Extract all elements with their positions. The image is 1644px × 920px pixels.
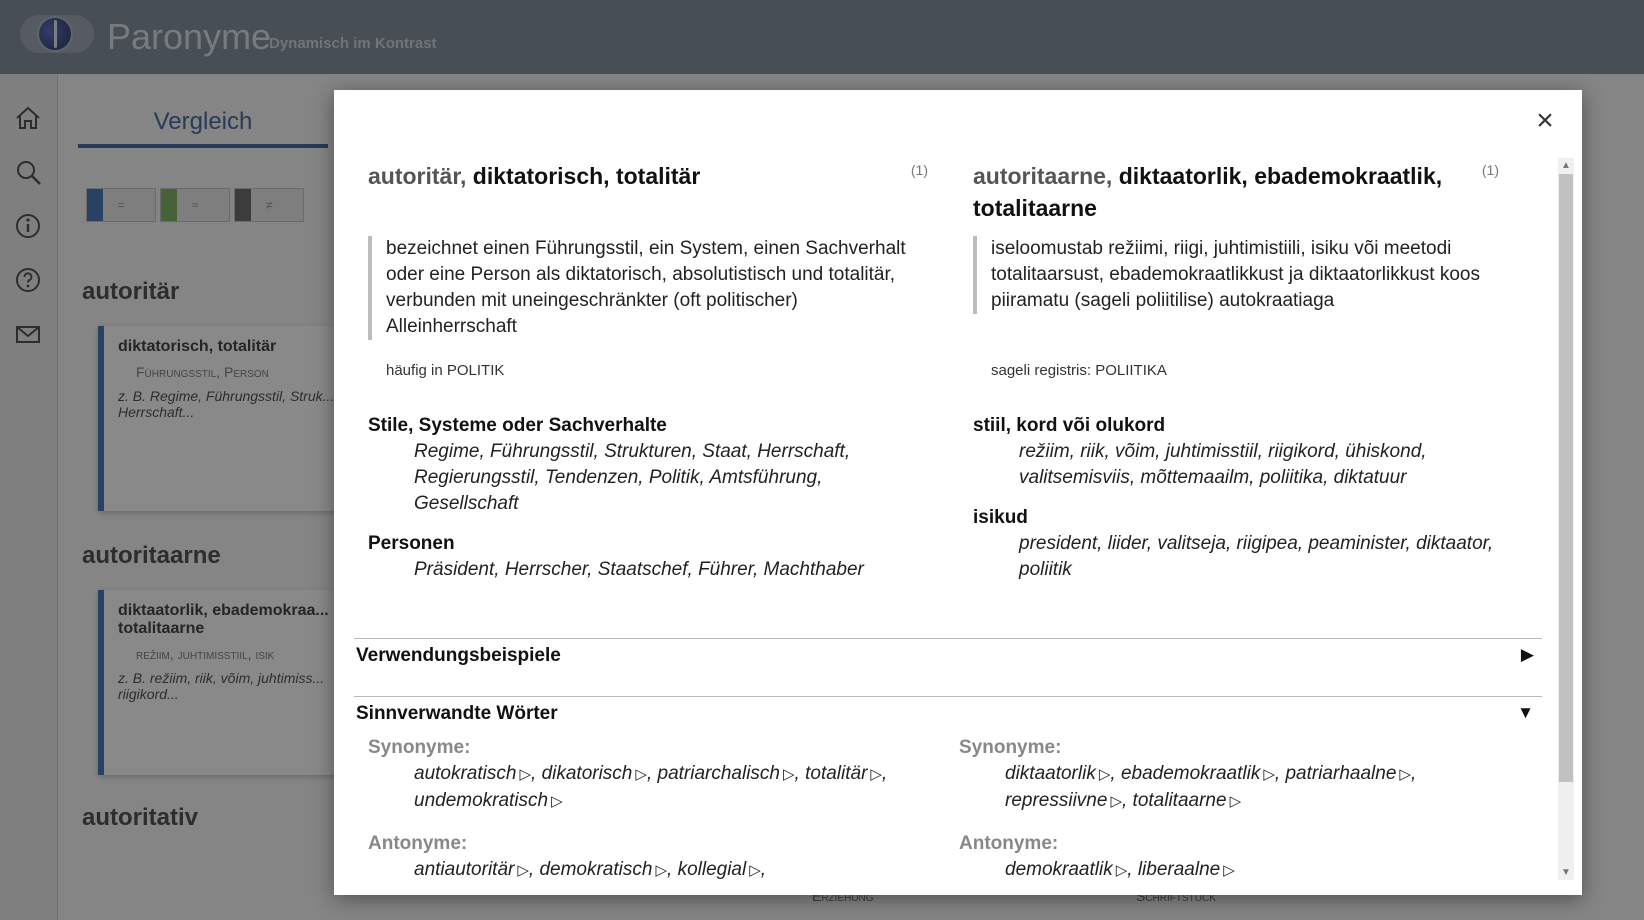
collocation-group-title: Personen xyxy=(368,533,455,554)
related-word-link[interactable]: kollegial xyxy=(677,859,747,880)
link-arrow-icon[interactable]: ▷ xyxy=(551,793,563,810)
expand-icon[interactable]: ▶ xyxy=(1520,645,1534,664)
scroll-down-icon[interactable]: ▼ xyxy=(1561,867,1571,878)
related-word-link[interactable]: antiautoritär xyxy=(414,859,515,880)
synonyms-label: Synonyme: xyxy=(368,737,471,758)
related-word-link[interactable]: patriarhaalne xyxy=(1285,763,1397,784)
related-right xyxy=(959,735,1499,884)
antonym-list: antiautoritär ▷, demokratisch ▷, kollegial ▷, xyxy=(414,859,767,880)
link-arrow-icon[interactable]: ▷ xyxy=(1263,766,1275,783)
synonym-list: autokratisch ▷, dikatorisch ▷, patriarchalisch ▷, totalitär ▷, undemokratisch ▷ xyxy=(414,763,888,811)
entry-column-right xyxy=(973,160,1513,583)
scrollbar-thumb[interactable] xyxy=(1559,174,1573,782)
link-arrow-icon[interactable]: ▷ xyxy=(783,766,795,783)
definition: bezeichnet einen Führungsstil, ein System, einen Sachverhalt oder eine Person als diktatorisch, absolutistisch und totalitär, verbunden mit uneingeschränkter (oft politischer) Alleinherrschaft xyxy=(368,236,928,340)
link-arrow-icon[interactable]: ▷ xyxy=(635,766,647,783)
register-note: sageli registris: POLIITIKA xyxy=(991,362,1167,379)
collocation-group-title: isikud xyxy=(973,507,1028,528)
related-word-link[interactable]: dikatorisch xyxy=(541,763,633,784)
register-note: häufig in POLITIK xyxy=(386,362,505,379)
related-word-link[interactable]: autokratisch xyxy=(414,763,517,784)
collocation-items: president, liider, valitseja, riigipea, peaminister, diktaator, poliitik xyxy=(1019,533,1494,580)
collocation-group-title: Stile, Systeme oder Sachverhalte xyxy=(368,415,667,436)
collocation-items: Regime, Führungsstil, Strukturen, Staat, Herrschaft, Regierungsstil, Tendenzen, Politik, Amtsführung, Gesellschaft xyxy=(414,441,851,514)
related-word-link[interactable]: totalitaarne xyxy=(1132,790,1227,811)
related-word-link[interactable]: patriarchalisch xyxy=(657,763,780,784)
entry-heading: autoritaarne, diktaatorlik, ebademokraatlik, totalitaarne xyxy=(973,163,1443,221)
link-arrow-icon[interactable]: ▷ xyxy=(1223,862,1235,879)
entry-column-left xyxy=(368,160,928,583)
synonyms-label: Synonyme: xyxy=(959,737,1062,758)
related-word-link[interactable]: undemokratisch xyxy=(414,790,549,811)
sense-number: (1) xyxy=(910,162,928,178)
section-related-words[interactable] xyxy=(354,696,1542,895)
link-arrow-icon[interactable]: ▷ xyxy=(1229,793,1242,810)
link-arrow-icon[interactable]: ▷ xyxy=(870,766,882,783)
related-word-link[interactable]: demokratisch xyxy=(539,859,653,880)
related-word-link[interactable]: demokraatlik xyxy=(1005,859,1113,880)
link-arrow-icon[interactable]: ▷ xyxy=(517,862,529,879)
synonym-list: diktaatorlik ▷, ebademokraatlik ▷, patriarhaalne ▷, repressiivne ▷, totalitaarne ▷ xyxy=(1005,763,1417,811)
antonyms-label: Antonyme: xyxy=(959,833,1059,854)
link-arrow-icon[interactable]: ▷ xyxy=(1110,793,1122,810)
definition: iseloomustab režiimi, riigi, juhtimistiili, isiku või meetodi totalitaarsust, ebademokraatlikkust ja diktaatorlikkust koos piiramatu (sageli poliitilise) autokraatiaga xyxy=(973,236,1513,314)
collocation-group-title: stiil, kord või olukord xyxy=(973,415,1166,436)
link-arrow-icon[interactable]: ▷ xyxy=(655,862,667,879)
related-word-link[interactable]: ebademokraatlik xyxy=(1120,763,1261,784)
section-usage-examples[interactable] xyxy=(354,638,1542,694)
antonyms-label: Antonyme: xyxy=(368,833,468,854)
entry-heading: autoritär, diktatorisch, totalitär xyxy=(368,163,701,189)
collocation-items: režiim, riik, võim, juhtimisstiil, riigikord, ühiskond, valitsemisviis, mõttemaailm, poliitika, diktatuur xyxy=(1019,441,1427,488)
link-arrow-icon[interactable]: ▷ xyxy=(519,766,531,783)
link-arrow-icon[interactable]: ▷ xyxy=(1115,862,1128,879)
collocation-items: Präsident, Herrscher, Staatschef, Führer, Machthaber xyxy=(414,559,864,580)
collapse-icon[interactable]: ▼ xyxy=(1517,703,1534,722)
related-word-link[interactable]: totalitär xyxy=(805,763,868,784)
scroll-up-icon[interactable]: ▲ xyxy=(1561,160,1571,171)
section-title: Sinnverwandte Wörter xyxy=(356,703,558,724)
related-word-link[interactable]: diktaatorlik xyxy=(1005,763,1096,784)
related-left xyxy=(368,735,928,884)
comparison-dialog xyxy=(334,90,1582,895)
link-arrow-icon[interactable]: ▷ xyxy=(1098,766,1111,783)
related-word-link[interactable]: liberaalne xyxy=(1137,859,1221,880)
section-title: Verwendungsbeispiele xyxy=(356,645,561,666)
link-arrow-icon[interactable]: ▷ xyxy=(1399,766,1411,783)
scrollbar[interactable] xyxy=(1558,158,1574,880)
close-button[interactable]: × xyxy=(1536,104,1554,137)
sense-number: (1) xyxy=(1481,162,1499,178)
related-word-link[interactable]: repressiivne xyxy=(1005,790,1108,811)
link-arrow-icon[interactable]: ▷ xyxy=(749,862,761,879)
antonym-list: demokraatlik ▷, liberaalne ▷ xyxy=(1005,859,1235,880)
